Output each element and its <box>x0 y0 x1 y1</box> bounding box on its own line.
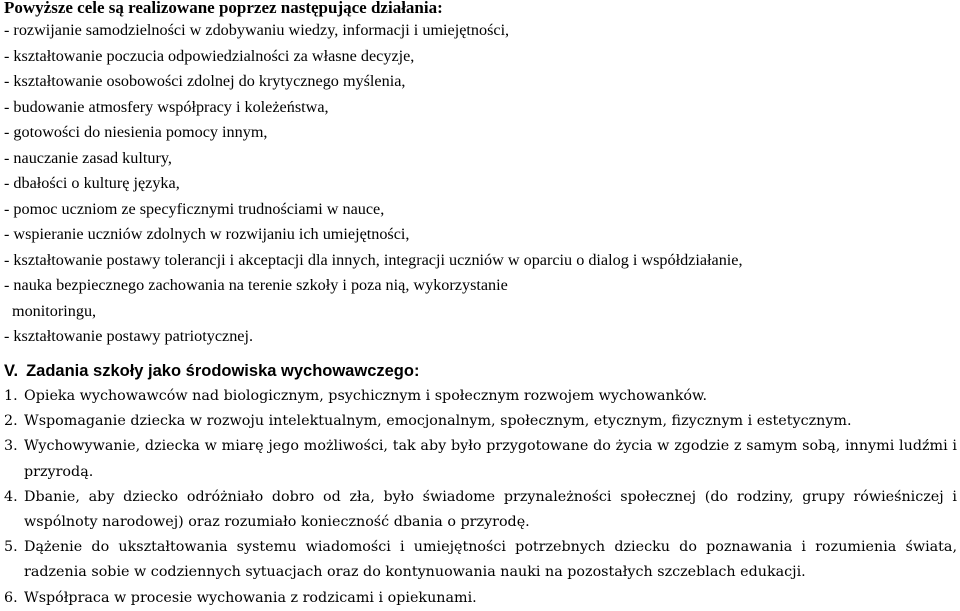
action-item: - kształtowanie postawy patriotycznej. <box>4 327 254 345</box>
task-text: Wychowywanie, dziecka w miarę jego możliwości, tak aby było przygotowane do życia w zgodzie z samym sobą, innymi ludźmi i przyrodą. <box>24 438 957 480</box>
task-number: 5. <box>4 539 18 556</box>
action-item: - kształtowanie osobowości zdolnej do krytycznego myślenia, <box>4 72 406 90</box>
task-text: Wspomaganie dziecka w rozwoju intelektualnym, emocjonalnym, społecznym, etycznym, fizycznym i estetycznym. <box>24 413 852 430</box>
task-number: 1. <box>4 388 18 404</box>
action-item-continuation: monitoringu, <box>12 301 97 320</box>
task-text: Współpraca w procesie wychowania z rodzicami i opiekunami. <box>24 589 477 606</box>
section-heading <box>4 360 419 382</box>
action-item: - wspieranie uczniów zdolnych w rozwijaniu ich umiejętności, <box>4 225 410 243</box>
action-item: - pomoc uczniom ze specyficznymi trudnościami w nauce, <box>4 199 385 218</box>
task-text: Dążenie do ukształtowania systemu wiadomości i umiejętności potrzebnych dziecku do poznawania i rozumienia świata, radzenia sobie w codziennych sytuacjach oraz do kontynuowania nauki na pozostałych szczeblach edukacji. <box>24 539 957 581</box>
tasks-list <box>4 384 957 611</box>
task-item <box>4 409 957 434</box>
action-item: - dbałości o kulturę języka, <box>4 174 180 192</box>
task-item <box>4 384 957 409</box>
task-number: 3. <box>4 438 18 455</box>
action-item: - nauka bezpiecznego zachowania na terenie szkoły i poza nią, wykorzystanie <box>4 276 508 294</box>
intro-heading: Powyższe cele są realizowane poprzez następujące działania: <box>4 0 443 17</box>
action-item: - kształtowanie postawy tolerancji i akceptacji dla innych, integracji uczniów w oparciu o dialog i współdziałanie, <box>4 250 743 269</box>
action-item: - nauczanie zasad kultury, <box>4 148 172 167</box>
task-number: 2. <box>4 413 18 430</box>
task-number: 4. <box>4 488 18 505</box>
task-text: Dbanie, aby dziecko odróżniało dobro od zła, było świadome przynależności społecznej (do rodziny, grupy rówieśniczej i wspólnoty narodowej) oraz rozumiało konieczność dbania o przyrodę. <box>24 488 957 531</box>
section-title: Zadania szkoły jako środowiska wychowawczego: <box>26 362 420 380</box>
action-item: - rozwijanie samodzielności w zdobywaniu wiedzy, informacji i umiejętności, <box>4 21 510 39</box>
task-item <box>4 586 957 611</box>
action-item: - gotowości do niesienia pomocy innym, <box>4 123 268 141</box>
actions-list <box>4 18 958 350</box>
section-number: V. <box>4 362 19 380</box>
task-number: 6. <box>4 589 18 606</box>
action-item: - budowanie atmosfery współpracy i koleżeństwa, <box>4 97 329 116</box>
action-item: - kształtowanie poczucia odpowiedzialności za własne decyzje, <box>4 46 415 65</box>
task-item <box>4 485 957 535</box>
task-item <box>4 434 957 484</box>
task-item <box>4 535 957 585</box>
task-text: Opieka wychowawców nad biologicznym, psychicznym i społecznym rozwojem wychowanków. <box>24 388 708 404</box>
